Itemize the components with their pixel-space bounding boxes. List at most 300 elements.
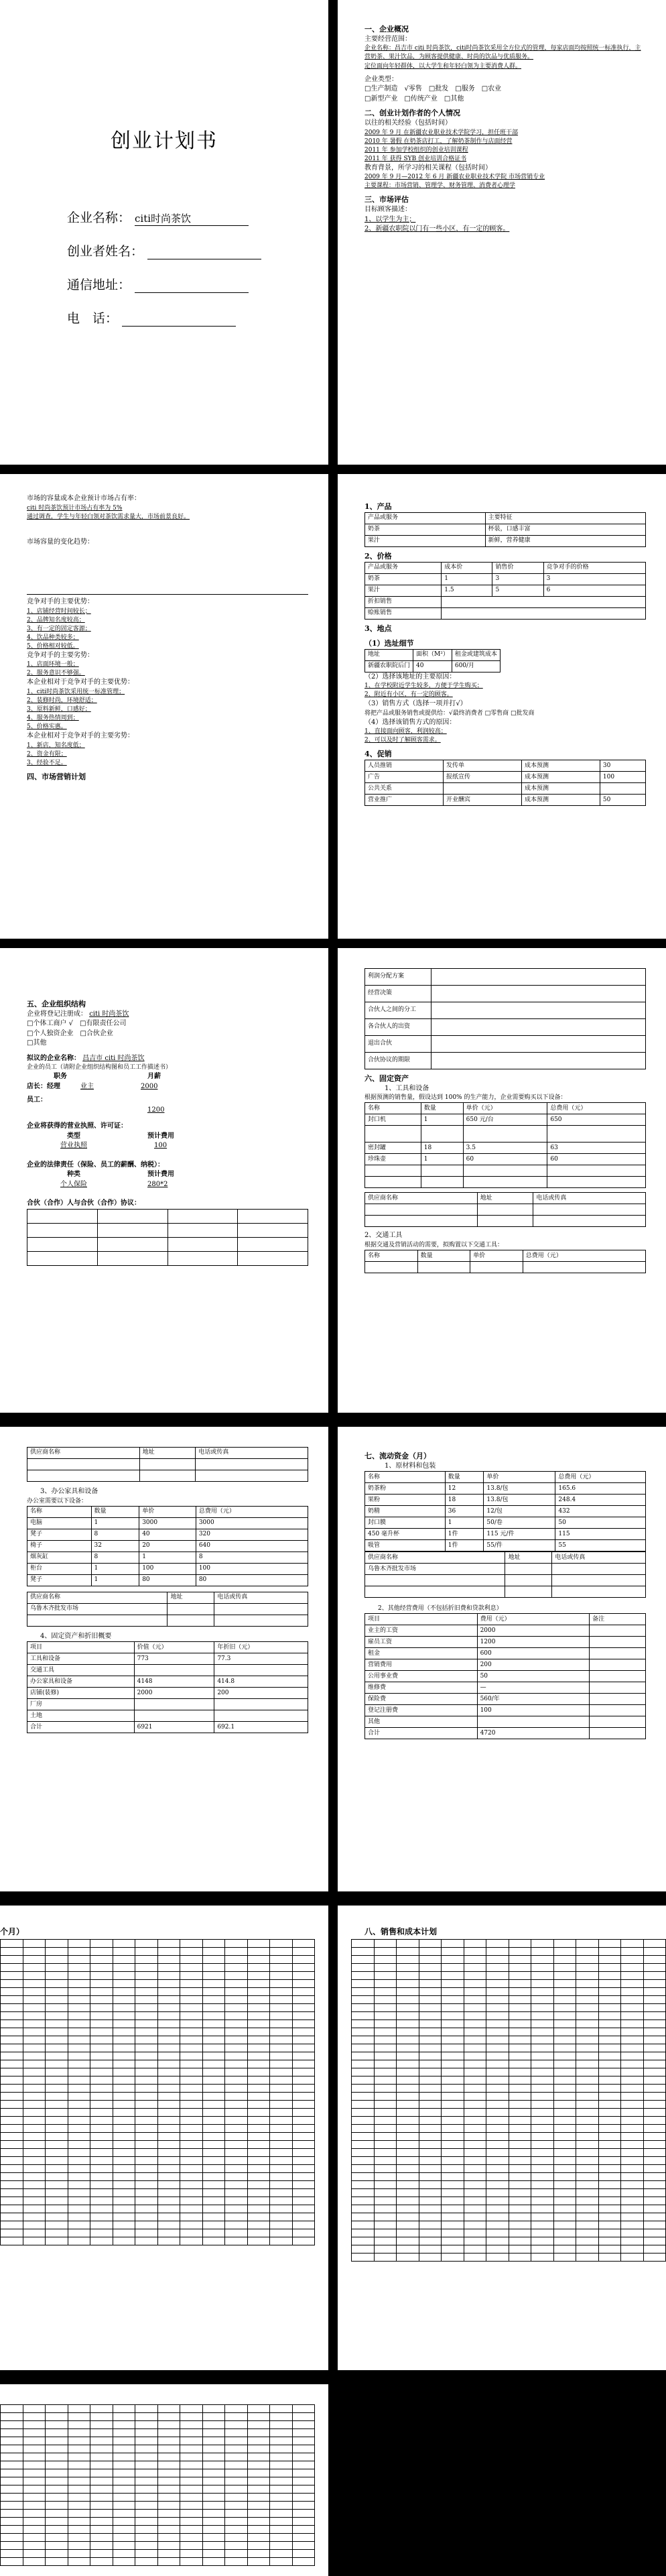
cell <box>576 2052 599 2060</box>
cell <box>621 2012 644 2020</box>
page-products <box>338 474 666 939</box>
cell <box>397 2181 419 2189</box>
cell <box>225 2405 248 2413</box>
cell <box>553 1980 576 1988</box>
cell <box>180 1980 203 1988</box>
cell <box>202 2076 225 2085</box>
table-row <box>1 2526 315 2534</box>
cell <box>157 2036 180 2044</box>
cell <box>225 2173 248 2181</box>
cell <box>442 1964 464 1972</box>
cell <box>225 2012 248 2020</box>
cell <box>374 2173 397 2181</box>
cell <box>23 2165 46 2173</box>
cell <box>247 2085 270 2093</box>
opex-table <box>364 1613 646 1739</box>
cell <box>90 2413 113 2421</box>
cell <box>374 2229 397 2237</box>
cell <box>225 2036 248 2044</box>
th: 价值（元） <box>134 1642 214 1653</box>
cell <box>1 2133 23 2141</box>
table-row <box>1 2101 315 2109</box>
cell <box>576 2253 599 2262</box>
cell <box>643 1964 666 1972</box>
cell <box>292 2526 315 2534</box>
cell <box>477 1216 533 1227</box>
th: 供应商名称 <box>27 1448 140 1459</box>
cell <box>621 2117 644 2125</box>
cell <box>225 2445 248 2453</box>
cell <box>270 2221 293 2229</box>
cell: 交通工具 <box>27 1665 135 1676</box>
cell <box>374 1996 397 2004</box>
table-row <box>1 2141 315 2149</box>
cell <box>214 1699 308 1710</box>
cell <box>553 2020 576 2028</box>
cell <box>419 2044 442 2052</box>
cell <box>23 1980 46 1988</box>
cell <box>247 2477 270 2485</box>
cell <box>643 2149 666 2157</box>
cell <box>46 2477 68 2485</box>
cell <box>23 2494 46 2502</box>
cell: 100 <box>196 1563 308 1574</box>
cell <box>1 1988 23 1996</box>
cell <box>90 1948 113 1956</box>
table-row <box>1 2437 315 2445</box>
cell <box>225 2109 248 2117</box>
cell <box>374 2052 397 2060</box>
cell <box>225 2004 248 2012</box>
cell <box>135 1980 158 1988</box>
cell <box>531 2028 554 2036</box>
table-row <box>352 1988 666 1996</box>
cell <box>68 2558 90 2566</box>
cell <box>531 1996 554 2004</box>
cell <box>113 2093 135 2101</box>
cell <box>23 2028 46 2036</box>
th: 名称 <box>365 1103 421 1114</box>
cell <box>553 1940 576 1948</box>
cell <box>598 2109 621 2117</box>
page-cover <box>0 0 328 465</box>
cell <box>247 2453 270 2461</box>
cell <box>553 2085 576 2093</box>
cell <box>419 1948 442 1956</box>
cell <box>46 2109 68 2117</box>
cell <box>68 2534 90 2542</box>
cell <box>23 2558 46 2566</box>
cell: 2000 <box>141 1082 158 1090</box>
cell <box>442 2221 464 2229</box>
cell <box>23 2461 46 2469</box>
cell <box>247 2558 270 2566</box>
cell <box>598 2060 621 2068</box>
cell <box>576 2197 599 2205</box>
cell: 40 <box>139 1529 196 1540</box>
cell <box>553 2068 576 2076</box>
cell <box>168 1209 238 1223</box>
cell <box>270 1996 293 2004</box>
cell <box>464 2221 486 2229</box>
cell <box>292 2173 315 2181</box>
cell <box>598 1964 621 1972</box>
cell <box>374 2117 397 2125</box>
cell <box>486 2181 509 2189</box>
cell <box>419 2036 442 2044</box>
cell <box>90 2052 113 2060</box>
cell <box>553 1948 576 1956</box>
cell <box>643 2205 666 2213</box>
cell <box>90 2469 113 2477</box>
cell <box>46 2117 68 2125</box>
th: 备注 <box>590 1614 646 1625</box>
cell <box>576 2093 599 2101</box>
cell <box>505 1564 552 1575</box>
cell <box>374 2036 397 2044</box>
cell <box>202 2109 225 2117</box>
table-row <box>1 2542 315 2550</box>
cell <box>157 2076 180 2085</box>
cell: 200 <box>214 1688 308 1699</box>
cell <box>113 2229 135 2237</box>
cell <box>486 2093 509 2101</box>
cell <box>552 1575 646 1586</box>
cell <box>531 2221 554 2229</box>
cell <box>168 1237 238 1251</box>
cell <box>509 2205 531 2213</box>
cell: 合计 <box>27 1722 135 1733</box>
cell <box>157 1980 180 1988</box>
cell <box>270 2085 293 2093</box>
cell <box>135 2141 158 2149</box>
cell <box>486 2004 509 2012</box>
cell <box>46 2542 68 2550</box>
cell <box>553 1956 576 1964</box>
cell <box>157 2213 180 2221</box>
cell <box>397 1996 419 2004</box>
cell <box>533 1216 646 1227</box>
cell <box>365 1204 478 1216</box>
cell <box>643 1972 666 1980</box>
cell: 1 <box>139 1552 196 1563</box>
cell <box>225 2526 248 2534</box>
cell <box>202 2044 225 2052</box>
cell <box>531 2205 554 2213</box>
cell <box>135 1940 158 1948</box>
cell <box>442 2157 464 2165</box>
tools-table <box>364 1102 646 1188</box>
cell: 55 <box>555 1540 646 1552</box>
cell <box>225 2205 248 2213</box>
page-sales-plan <box>338 1906 666 2370</box>
cell <box>442 2068 464 2076</box>
cell <box>157 2012 180 2020</box>
cell <box>68 2461 90 2469</box>
cell <box>643 2237 666 2245</box>
cell <box>113 1940 135 1948</box>
cell: 店长：经理 <box>27 1082 60 1090</box>
cell <box>113 2028 135 2036</box>
name-row <box>27 1054 308 1064</box>
page-office <box>0 1427 328 1891</box>
cell <box>419 1980 442 1988</box>
cell <box>157 2109 180 2117</box>
cell <box>157 2405 180 2413</box>
cell <box>352 1948 375 1956</box>
cell <box>533 1204 646 1216</box>
cell <box>621 2101 644 2109</box>
cell <box>68 2518 90 2526</box>
cell <box>443 783 521 795</box>
cell <box>486 2012 509 2020</box>
label: 企业将获得的营业执照、许可证： <box>27 1122 127 1130</box>
cell <box>113 2133 135 2141</box>
cell <box>352 2004 375 2012</box>
cell <box>509 2036 531 2044</box>
cell <box>374 2253 397 2262</box>
cell <box>68 2445 90 2453</box>
cell <box>442 2052 464 2060</box>
cell <box>113 2445 135 2453</box>
cell <box>352 2157 375 2165</box>
cell <box>374 2109 397 2117</box>
cell <box>486 2076 509 2085</box>
cell: 凳子 <box>27 1529 92 1540</box>
cell <box>46 2445 68 2453</box>
cell <box>157 2181 180 2189</box>
cell <box>225 2437 248 2445</box>
cell <box>598 2068 621 2076</box>
cell <box>553 2076 576 2085</box>
cell: 1200 <box>477 1637 590 1648</box>
cell <box>90 2429 113 2437</box>
cell <box>292 2237 315 2245</box>
cell <box>621 2109 644 2117</box>
cell <box>157 2477 180 2485</box>
cell <box>431 986 646 1002</box>
cell <box>643 2165 666 2173</box>
cell <box>486 2101 509 2109</box>
cell <box>547 1165 646 1177</box>
cell <box>643 2020 666 2028</box>
cell <box>225 2558 248 2566</box>
cell <box>68 1996 90 2004</box>
cell <box>180 2181 203 2189</box>
sales-choice: 将把产品或服务销售或提供给：√最终消费者 □零售商 □批发商 <box>364 709 535 717</box>
cell <box>135 2093 158 2101</box>
cell <box>1 2558 23 2566</box>
cell <box>374 2020 397 2028</box>
cell <box>68 2453 90 2461</box>
cell <box>590 1648 646 1659</box>
cell <box>135 2413 158 2421</box>
cell <box>374 1980 397 1988</box>
cell <box>509 1948 531 1956</box>
cell <box>23 2213 46 2221</box>
cell <box>374 2165 397 2173</box>
cell <box>157 2445 180 2453</box>
cell <box>27 1209 98 1223</box>
cell: 个人保险 <box>60 1180 87 1188</box>
cell <box>292 2413 315 2421</box>
cell <box>419 2101 442 2109</box>
cell <box>180 2157 203 2165</box>
cell <box>1 2076 23 2085</box>
assets-table <box>27 1641 308 1733</box>
cell: 12/包 <box>484 1506 555 1517</box>
cell <box>1 2205 23 2213</box>
cell <box>68 1964 90 1972</box>
cell <box>68 2101 90 2109</box>
cell <box>168 1615 214 1626</box>
cell <box>621 2205 644 2213</box>
table-row <box>1 1956 315 1964</box>
cell <box>576 2068 599 2076</box>
cell <box>46 2197 68 2205</box>
cell <box>202 2173 225 2181</box>
th: 月薪 <box>147 1073 161 1081</box>
cell <box>23 2125 46 2133</box>
cell <box>180 2213 203 2221</box>
cell <box>90 2189 113 2197</box>
cell <box>68 1948 90 1956</box>
cell <box>180 2229 203 2237</box>
cell <box>68 1940 90 1948</box>
cell <box>68 2510 90 2518</box>
cell <box>68 2028 90 2036</box>
cell <box>397 1980 419 1988</box>
cell <box>477 1204 533 1216</box>
th: 面积（M²） <box>413 649 452 660</box>
cell <box>180 2485 203 2494</box>
cell <box>90 2518 113 2526</box>
cell <box>68 2093 90 2101</box>
table-row <box>1 1972 315 1980</box>
cell: 合伙协议的期限 <box>365 1053 431 1069</box>
cell: 登记注册费 <box>365 1705 478 1716</box>
cell <box>442 2076 464 2085</box>
cell <box>247 2157 270 2165</box>
th: 项目 <box>365 1614 478 1625</box>
cell: 封口机 <box>365 1114 421 1126</box>
cell <box>68 2550 90 2558</box>
cell <box>590 1659 646 1671</box>
cell <box>202 2036 225 2044</box>
cell <box>113 2550 135 2558</box>
cell <box>135 2534 158 2542</box>
cell <box>202 2558 225 2566</box>
cell <box>180 1940 203 1948</box>
partner-table <box>27 1209 308 1266</box>
th: 电话或传真 <box>533 1193 646 1204</box>
cell <box>1 2421 23 2429</box>
cell <box>180 2133 203 2141</box>
cell <box>419 2060 442 2068</box>
cell <box>90 2558 113 2566</box>
cell <box>157 2542 180 2550</box>
table-row <box>1 2205 315 2213</box>
cell <box>157 2550 180 2558</box>
cell: 乌鲁木齐批发市场 <box>27 1603 168 1615</box>
cell <box>292 2437 315 2445</box>
cell <box>531 2036 554 2044</box>
cell <box>576 2237 599 2245</box>
cell <box>90 2461 113 2469</box>
cell <box>113 2125 135 2133</box>
cell <box>135 2060 158 2068</box>
cell <box>553 2133 576 2141</box>
cell <box>202 2181 225 2189</box>
cell: — <box>477 1682 590 1694</box>
th: 成本价 <box>442 562 492 573</box>
cell: 保险费 <box>365 1694 478 1705</box>
cell <box>180 1964 203 1972</box>
cell <box>270 1964 293 1972</box>
cell <box>486 2237 509 2245</box>
cell <box>419 2093 442 2101</box>
cell <box>486 2173 509 2181</box>
cell <box>397 2189 419 2197</box>
forecast-grid-continued <box>0 2404 315 2566</box>
cell <box>1 2461 23 2469</box>
cell <box>247 2237 270 2245</box>
cell <box>1 2068 23 2076</box>
cell <box>598 2189 621 2197</box>
cell <box>247 1948 270 1956</box>
cell <box>374 2012 397 2020</box>
cell <box>23 2221 46 2229</box>
cell <box>157 2044 180 2052</box>
cell: 电脑 <box>27 1517 92 1529</box>
cell <box>135 2044 158 2052</box>
cell <box>464 2213 486 2221</box>
cell <box>157 2453 180 2461</box>
cell <box>270 2405 293 2413</box>
cell <box>247 2117 270 2125</box>
cell: 杯装，口感丰富 <box>485 524 645 535</box>
cell <box>547 1177 646 1188</box>
cell <box>553 2060 576 2068</box>
cell: 办公家具和设备 <box>27 1676 135 1688</box>
cell <box>113 2117 135 2125</box>
cell <box>1 2052 23 2060</box>
cell <box>1 1972 23 1980</box>
cell <box>46 2453 68 2461</box>
cell <box>292 2558 315 2566</box>
cell <box>68 2526 90 2534</box>
cell <box>292 1940 315 1948</box>
cell: 业主 <box>80 1082 94 1090</box>
cell <box>553 2253 576 2262</box>
cell: 55/件 <box>484 1540 555 1552</box>
cell: 773 <box>134 1653 214 1665</box>
cell <box>225 2221 248 2229</box>
comp-dis: 2、服务意识不够强。 <box>27 670 85 677</box>
cell <box>23 1964 46 1972</box>
cell <box>509 1964 531 1972</box>
cell <box>135 2229 158 2237</box>
cell <box>90 1964 113 1972</box>
cell <box>270 2181 293 2189</box>
cell <box>247 2445 270 2453</box>
th: 地址 <box>139 1448 196 1459</box>
th: 竞争对手的价格 <box>543 562 645 573</box>
cell: 6921 <box>134 1722 214 1733</box>
cell <box>292 2221 315 2229</box>
page-market <box>0 474 328 939</box>
cell <box>374 1940 397 1948</box>
